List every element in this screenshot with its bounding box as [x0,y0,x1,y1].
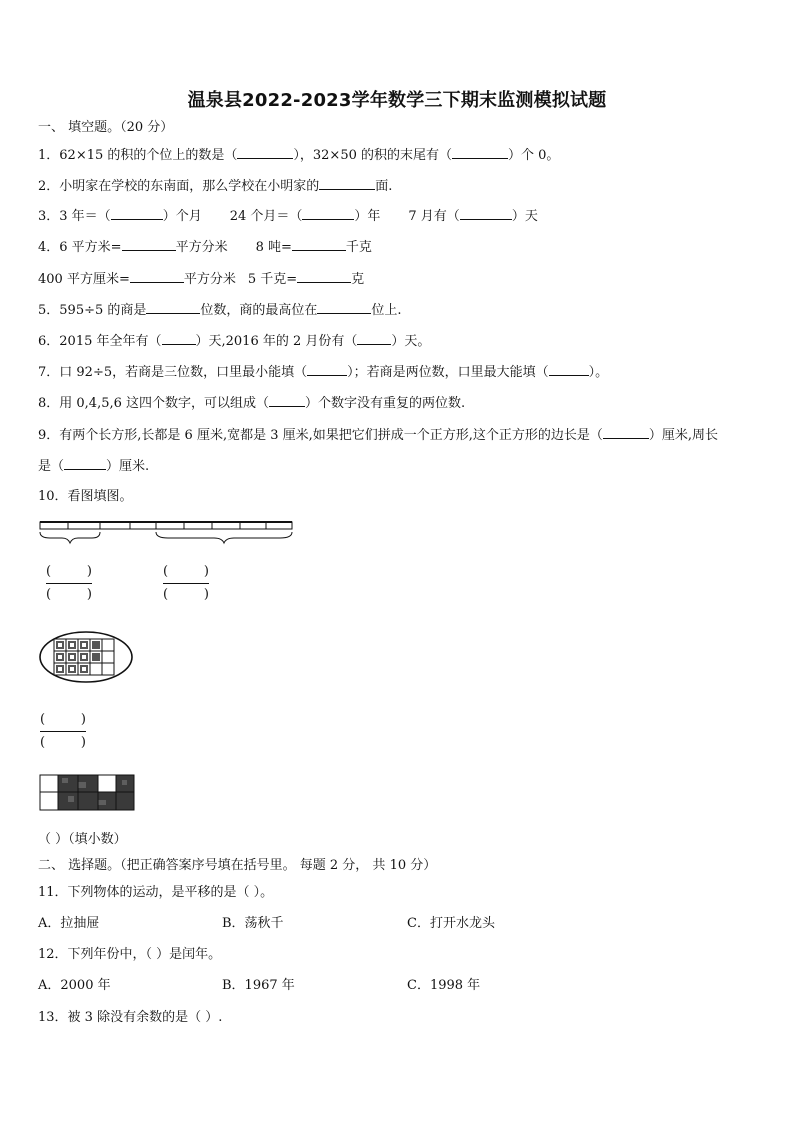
q11-option-c[interactable]: C．打开水龙头 [407,916,495,931]
question-2: 2．小明家在学校的东南面，那么学校在小明家的 面. [38,179,393,194]
answer-blank[interactable] [269,394,305,407]
answer-blank[interactable] [130,270,184,283]
answer-blank[interactable] [603,426,649,439]
section-1-heading: 一、 填空题。（20 分） [38,120,174,135]
question-11: 11．下列物体的运动，是平移的是（ ）。 [38,885,274,900]
answer-blank[interactable] [237,146,293,159]
question-8: 8．用 0,4,5,6 这四个数字，可以组成（ ）个数字没有重复的两位数. [38,396,466,411]
answer-blank[interactable] [162,332,196,345]
answer-blank[interactable] [317,301,371,314]
fraction-answer-3[interactable]: ( ) ( ) [40,712,86,750]
q12-option-b[interactable]: B．1967 年 [222,978,295,993]
question-7: 7．口 92÷5，若商是三位数，口里最小能填（ ）；若商是两位数，口里最大能填（ ）。 [38,365,609,380]
question-4-line-1: 4．6 平方米= 平方分米 8 吨= 千克 [38,240,372,255]
ellipse-grid-figure [38,630,136,686]
segment-bar-figure [36,516,298,550]
answer-blank[interactable] [292,238,346,251]
question-1: 1．62×15 的积的个位上的数是（ ），32×50 的积的末尾有（ ）个 0。 [38,148,560,163]
answer-blank[interactable] [357,332,391,345]
answer-blank[interactable] [146,301,200,314]
section-2-heading: 二、 选择题。（把正确答案序号填在括号里。 每题 2 分， 共 10 分） [38,858,437,873]
question-6: 6．2015 年全年有（ ）天,2016 年的 2 月份有（ ）天。 [38,334,431,349]
question-5: 5．595÷5 的商是 位数，商的最高位在 位上. [38,303,402,318]
answer-blank[interactable] [297,270,351,283]
answer-blank[interactable] [302,207,354,220]
question-9-line-1: 9．有两个长方形,长都是 6 厘米,宽都是 3 厘米,如果把它们拼成一个正方形,这个正方形的边长是（ ）厘米,周长 [38,428,719,443]
q11-option-b[interactable]: B．荡秋千 [222,916,284,931]
question-4-line-2: 400 平方厘米= 平方分米 5 千克= 克 [38,272,365,287]
answer-blank[interactable] [460,207,512,220]
question-12: 12．下列年份中，（ ）是闰年。 [38,947,222,962]
answer-blank[interactable] [319,177,375,190]
answer-blank[interactable] [64,457,106,470]
shaded-grid-figure [38,774,138,812]
answer-blank[interactable] [307,363,347,376]
question-3: 3．3 年＝（ ）个月 24 个月＝（ ）年 7 月有（ ）天 [38,209,538,224]
question-13: 13．被 3 除没有余数的是（ ）. [38,1010,223,1025]
answer-blank[interactable] [452,146,508,159]
fraction-answer-2[interactable]: ( ) ( ) [163,564,209,602]
q12-option-c[interactable]: C．1998 年 [407,978,481,993]
q11-option-a[interactable]: A．拉抽屉 [38,916,100,931]
answer-blank[interactable] [111,207,163,220]
fraction-answer-1[interactable]: ( ) ( ) [46,564,92,602]
decimal-answer[interactable]: （ ）（填小数） [38,832,127,847]
answer-blank[interactable] [122,238,176,251]
page-title: 温泉县2022-2023学年数学三下期末监测模拟试题 [187,90,607,111]
question-9-line-2: 是（ ）厘米. [38,459,150,474]
q12-option-a[interactable]: A．2000 年 [38,978,111,993]
answer-blank[interactable] [549,363,589,376]
question-10: 10．看图填图。 [38,489,133,504]
